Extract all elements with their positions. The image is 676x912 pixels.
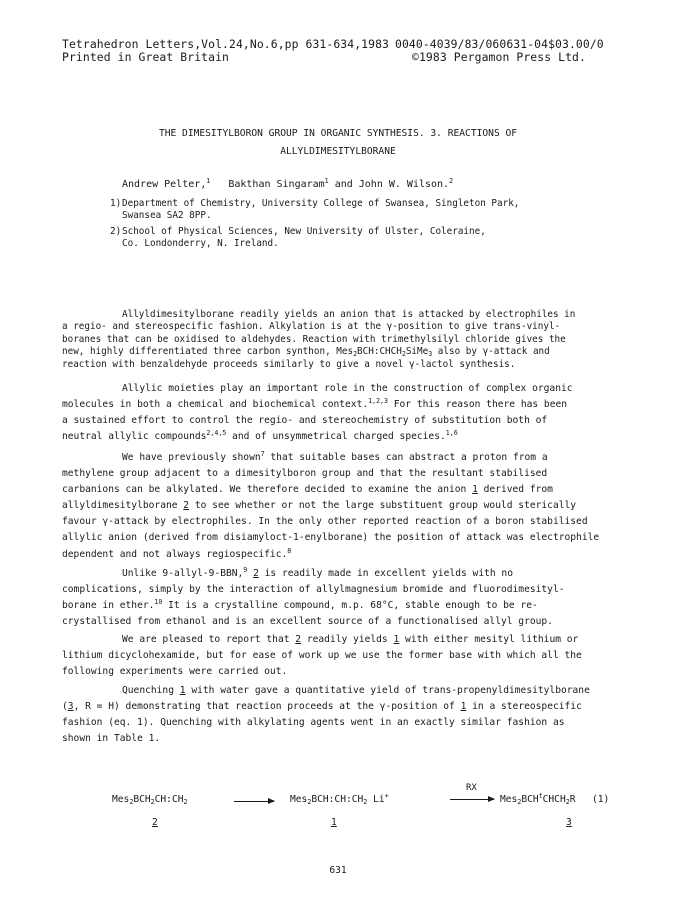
compound-number: 1 — [460, 701, 467, 713]
abstract-line-2: a regio- and stereospecific fashion. Alkylation is at the γ-position to give trans-vinyl- — [62, 321, 561, 333]
p3-line-4: crystallised from ethanol and is an excellent source of a functionalised allyl group. — [62, 616, 553, 628]
p3-line-1: Unlike 9-allyl-9-BBN,$^9$ 2 is readily made in excellent yields with no — [122, 566, 513, 579]
p5-line-2: (3, R = H) demonstrating that reaction proceeds at the γ-position of 1 in a stereospecific — [62, 701, 582, 713]
paragraph-1 — [62, 381, 614, 445]
affiliation-2-number: 2) — [110, 226, 122, 237]
p3-line-3: borane in ether.$^{10}$ It is a crystalline compound, m.p. 68°C, stable enough to be re- — [62, 598, 538, 612]
article-title-line-2: ALLYLDIMESITYLBORANE — [280, 146, 396, 157]
author-wilson-affiliation: 2 — [449, 177, 454, 185]
article-code: 0040-4039/83/060631-04$03.00/0 — [395, 37, 604, 51]
p2-line-4: allyldimesitylborane 2 to see whether or not the large substituent group would sterically — [62, 500, 577, 512]
citation: 8 — [287, 546, 292, 555]
author-wilson: and John W. Wilson. — [334, 179, 450, 190]
compound-number: 2 — [295, 634, 302, 645]
reaction-arrow-2 — [450, 799, 494, 800]
p1-line-1: Allylic moieties play an important role in the construction of complex organic — [122, 383, 573, 394]
citation: 2,4,5 — [206, 429, 227, 438]
printed-in: Printed in Great Britain — [62, 50, 229, 64]
reaction-arrow-1 — [234, 801, 274, 802]
p4-line-3: following experiments were carried out. — [62, 666, 288, 678]
author-singaram-affiliation: 1 — [324, 177, 329, 185]
compound-number: 2 — [183, 500, 190, 512]
p5-line-4: shown in Table 1. — [62, 733, 161, 745]
p2-line-3: carbanions can be alkylated. We therefore decided to examine the anion 1 derived from — [62, 484, 553, 496]
equation-reactant: $Mes_2BCH_2CH:CH_2$ — [112, 794, 188, 806]
author-pelter-affiliation: 1 — [206, 177, 211, 185]
p2-line-5: favour γ-attack by electrophiles. In the only other reported reaction of a boron stabilised — [62, 516, 588, 528]
citation: 9 — [243, 566, 248, 574]
p1-line-3: a sustained effort to control the regio- and stereochemistry of substitution both of — [62, 415, 548, 427]
affiliation-2-line-2: Co. Londonderry, N. Ireland. — [122, 238, 279, 249]
p3-line-2: complications, simply by the interaction of allylmagnesium bromide and fluorodimesityl- — [62, 584, 565, 596]
citation: 1,2,3 — [368, 397, 388, 406]
citation: 1,6 — [445, 429, 458, 438]
abstract-line-4: new, highly differentiated three carbon synthon, $Mes_2BCH:CHCH_2SiMe_3$ also by γ-attack and — [62, 346, 550, 359]
abstract-line-1: Allyldimesitylborane readily yields an anion that is attacked by electrophiles in — [122, 309, 576, 320]
abstract-line-5: reaction with benzaldehyde proceeds similarly to give a novel γ-lactol synthesis. — [62, 358, 516, 370]
affiliation-1-number: 1) — [110, 198, 122, 209]
compound-label-2: 2 — [152, 817, 158, 828]
author-pelter: Andrew Pelter, — [122, 179, 207, 190]
article-title-line-1: THE DIMESITYLBORON GROUP IN ORGANIC SYNTHESIS. 3. REACTIONS OF — [158, 128, 518, 139]
p1-line-2: molecules in both a chemical and biochemical context.$^{1,2,3}$ For this reason there has been — [62, 397, 568, 411]
paragraph-2 — [62, 450, 614, 563]
compound-number: 1 — [472, 484, 478, 496]
reagent-label: RX — [466, 783, 477, 793]
copyright: ©1983 Pergamon Press Ltd. — [412, 50, 586, 64]
p4-line-2: lithium dicyclohexamide, but for ease of work up we use the former base with which all the — [62, 650, 582, 662]
p2-line-7: dependent and not always regiospecific.$^8$ — [62, 546, 292, 560]
paragraph-5 — [62, 683, 614, 747]
paragraph-4 — [62, 632, 614, 680]
compound-number: 1 — [393, 634, 400, 645]
equation-number: (1) — [592, 794, 610, 805]
citation: 10 — [154, 598, 163, 607]
p1-line-4: neutral allylic compounds$^{2,4,5}$ and of unsymmetrical charged species.$^{1,6}$ — [62, 429, 458, 443]
compound-number: 3 — [67, 701, 74, 713]
p5-line-1: Quenching 1 with water gave a quantitative yield of trans-propenyldimesitylborane — [122, 685, 590, 696]
affiliation-2-line-1: School of Physical Sciences, New University of Ulster, Coleraine, — [122, 226, 486, 237]
authors — [122, 179, 453, 191]
affiliation-1-line-1: Department of Chemistry, University College of Swansea, Singleton Park, — [122, 198, 520, 209]
compound-number: 1 — [179, 685, 186, 696]
p2-line-6: allylic anion (derived from disiamyloct-1-enylborane) the position of attack was electrophile — [62, 532, 600, 544]
p2-line-2: methylene group adjacent to a dimesitylboron group and that the resultant stabilised — [62, 468, 548, 480]
page-number: 631 — [329, 865, 347, 876]
abstract — [62, 309, 614, 371]
p4-line-1: We are pleased to report that 2 readily yields 1 with either mesityl lithium or — [122, 634, 579, 645]
equation-product: $Mes_2BCH^tCHCH_2R$ — [500, 792, 576, 806]
journal-citation: Tetrahedron Letters,Vol.24,No.6,pp 631-634,1983 — [62, 37, 390, 51]
paragraph-3 — [62, 566, 614, 630]
compound-number: 2 — [253, 568, 259, 579]
p5-line-3: fashion (eq. 1). Quenching with alkylating agents went in an exactly similar fashion as — [62, 717, 565, 729]
affiliation-1-line-2: Swansea SA2 8PP. — [122, 210, 212, 221]
p2-line-1: We have previously shown$^7$ that suitable bases can abstract a proton from a — [122, 450, 548, 463]
equation-anion: $Mes_2BCH:CH:CH_2$ Li+ — [290, 792, 389, 806]
compound-label-1: 1 — [331, 817, 337, 828]
abstract-line-3: boranes that can be oxidised to aldehydes. Reaction with trimethylsilyl chloride gives the — [62, 333, 566, 345]
citation: 7 — [260, 450, 265, 458]
compound-label-3: 3 — [566, 817, 572, 828]
author-singaram: Bakthan Singaram — [228, 179, 325, 190]
